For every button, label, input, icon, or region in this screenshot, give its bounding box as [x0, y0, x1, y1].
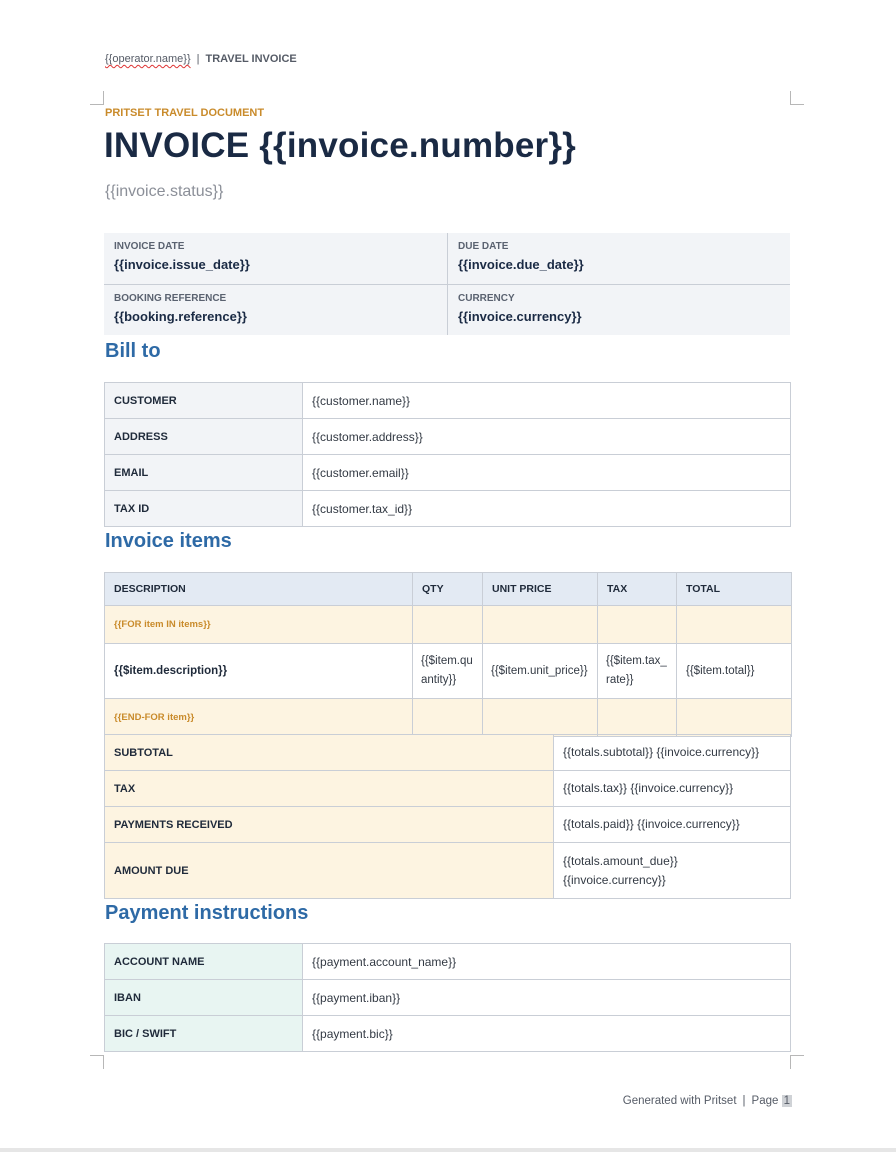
- totals-row: [105, 771, 791, 807]
- item-quantity: {{$item.quantity}}: [413, 644, 483, 699]
- section-title-bill-to: Bill to: [105, 340, 161, 362]
- page-header: [105, 53, 297, 65]
- payment-table: [104, 943, 791, 1052]
- meta-label: CURRENCY: [458, 293, 515, 304]
- payment-value: {{payment.account_name}}: [303, 944, 791, 980]
- document-eyebrow: PRITSET TRAVEL DOCUMENT: [105, 107, 265, 119]
- meta-value: {{invoice.issue_date}}: [114, 257, 250, 272]
- table-row: [105, 491, 791, 527]
- loop-end-row: [105, 699, 792, 737]
- totals-value: {{totals.amount_due}} {{invoice.currency}}: [554, 843, 791, 899]
- crop-mark-top-left: [90, 91, 104, 105]
- bill-to-label: TAX ID: [105, 491, 303, 527]
- bill-to-label: EMAIL: [105, 455, 303, 491]
- generated-with-text: Generated with Pritset: [622, 1095, 737, 1107]
- table-row: [105, 1016, 791, 1052]
- totals-row: [105, 843, 791, 899]
- totals-row: [105, 735, 791, 771]
- totals-value: {{totals.subtotal}} {{invoice.currency}}: [554, 735, 791, 771]
- payment-label: ACCOUNT NAME: [105, 944, 303, 980]
- table-row: [105, 980, 791, 1016]
- empty-cell: [483, 699, 598, 737]
- totals-label: AMOUNT DUE: [105, 843, 554, 899]
- page-footer: [623, 1095, 792, 1107]
- empty-cell: [598, 699, 677, 737]
- crop-mark-top-right: [790, 91, 804, 105]
- header-separator: |: [196, 53, 200, 65]
- meta-invoice-date: [104, 233, 447, 284]
- bill-to-value: {{customer.name}}: [303, 383, 791, 419]
- section-title-payment-instructions: Payment instructions: [105, 902, 309, 924]
- invoice-title: INVOICE {{invoice.number}}: [104, 126, 576, 165]
- payment-label: IBAN: [105, 980, 303, 1016]
- table-row: [105, 644, 792, 699]
- column-header-unit-price: UNIT PRICE: [483, 573, 598, 606]
- meta-currency: [447, 284, 790, 335]
- totals-value: {{totals.tax}} {{invoice.currency}}: [554, 771, 791, 807]
- empty-cell: [483, 606, 598, 644]
- meta-label: BOOKING REFERENCE: [114, 293, 227, 304]
- bill-to-label: CUSTOMER: [105, 383, 303, 419]
- payment-value: {{payment.bic}}: [303, 1016, 791, 1052]
- totals-label: PAYMENTS RECEIVED: [105, 807, 554, 843]
- column-header-qty: QTY: [413, 573, 483, 606]
- page-bottom-edge: [0, 1148, 896, 1152]
- empty-cell: [413, 606, 483, 644]
- crop-mark-bottom-left: [90, 1055, 104, 1069]
- table-row: [105, 419, 791, 455]
- operator-name: {{operator.name}}: [105, 53, 191, 65]
- page-number: 1: [783, 1095, 790, 1107]
- totals-table: [104, 734, 791, 899]
- section-title-invoice-items: Invoice items: [105, 530, 232, 552]
- empty-cell: [677, 699, 792, 737]
- bill-to-label: ADDRESS: [105, 419, 303, 455]
- table-row: [105, 944, 791, 980]
- table-row: [105, 383, 791, 419]
- bill-to-value: {{customer.address}}: [303, 419, 791, 455]
- crop-mark-bottom-right: [790, 1055, 804, 1069]
- meta-value: {{booking.reference}}: [114, 309, 247, 324]
- column-header-total: TOTAL: [677, 573, 792, 606]
- meta-booking-reference: [104, 284, 447, 335]
- column-header-tax: TAX: [598, 573, 677, 606]
- invoice-items-table: [104, 572, 792, 737]
- page-label: Page: [751, 1095, 779, 1107]
- meta-value: {{invoice.due_date}}: [458, 257, 584, 272]
- payment-label: BIC / SWIFT: [105, 1016, 303, 1052]
- empty-cell: [677, 606, 792, 644]
- loop-end-tag: {{END-FOR item}}: [105, 699, 413, 737]
- bill-to-table: [104, 382, 791, 527]
- invoice-status: {{invoice.status}}: [105, 183, 224, 200]
- item-description: {{$item.description}}: [105, 644, 413, 699]
- invoice-meta-grid: [104, 233, 790, 335]
- column-header-description: DESCRIPTION: [105, 573, 413, 606]
- document-type-label: TRAVEL INVOICE: [205, 53, 297, 65]
- table-header-row: [105, 573, 792, 606]
- meta-label: DUE DATE: [458, 241, 509, 252]
- loop-start-tag: {{FOR item IN items}}: [105, 606, 413, 644]
- bill-to-value: {{customer.tax_id}}: [303, 491, 791, 527]
- item-total: {{$item.total}}: [677, 644, 792, 699]
- totals-value: {{totals.paid}} {{invoice.currency}}: [554, 807, 791, 843]
- empty-cell: [598, 606, 677, 644]
- loop-start-row: [105, 606, 792, 644]
- meta-value: {{invoice.currency}}: [458, 309, 582, 324]
- meta-due-date: [447, 233, 790, 284]
- item-tax-rate: {{$item.tax_rate}}: [598, 644, 677, 699]
- meta-label: INVOICE DATE: [114, 241, 185, 252]
- table-row: [105, 455, 791, 491]
- totals-label: TAX: [105, 771, 554, 807]
- payment-value: {{payment.iban}}: [303, 980, 791, 1016]
- empty-cell: [413, 699, 483, 737]
- bill-to-value: {{customer.email}}: [303, 455, 791, 491]
- footer-separator: |: [742, 1095, 746, 1107]
- totals-label: SUBTOTAL: [105, 735, 554, 771]
- totals-row: [105, 807, 791, 843]
- item-unit-price: {{$item.unit_price}}: [483, 644, 598, 699]
